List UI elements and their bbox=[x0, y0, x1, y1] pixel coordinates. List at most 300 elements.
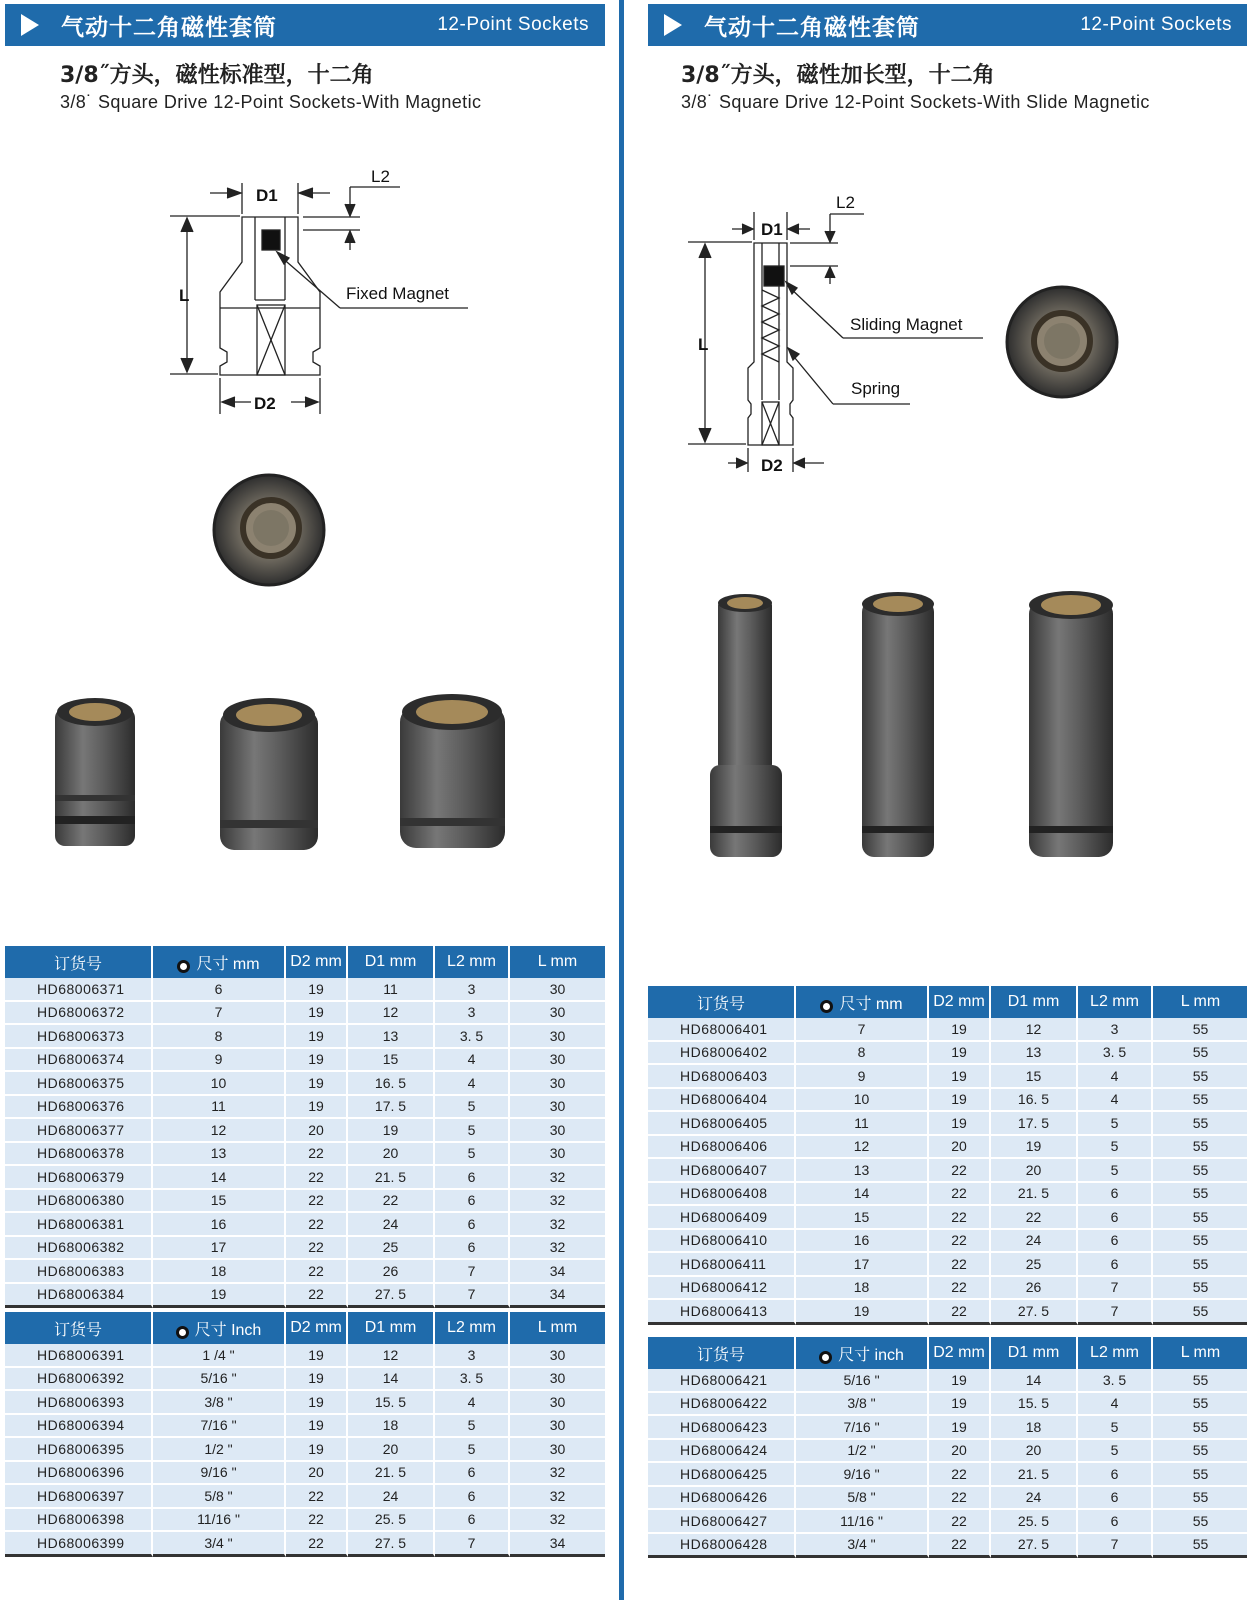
table-row bbox=[5, 1485, 605, 1509]
table-cell: 55 bbox=[1153, 1230, 1247, 1254]
table-cell: 14 bbox=[153, 1166, 286, 1190]
table-cell: 55 bbox=[1153, 1369, 1247, 1393]
table-cell: 6 bbox=[435, 1462, 510, 1486]
table-cell: 32 bbox=[510, 1237, 605, 1261]
socket-deep-large-image bbox=[1029, 591, 1113, 857]
socket-medium-image bbox=[220, 698, 318, 850]
label-sliding-magnet: Sliding Magnet bbox=[850, 315, 963, 334]
table-cell: 30 bbox=[510, 1368, 605, 1392]
table-cell: 55 bbox=[1153, 1416, 1247, 1440]
table-row bbox=[648, 1534, 1247, 1559]
table-cell: 15. 5 bbox=[348, 1391, 435, 1415]
table-cell: 19 bbox=[929, 1112, 991, 1136]
table-row bbox=[648, 1277, 1247, 1301]
table-cell: HD68006395 bbox=[5, 1438, 153, 1462]
table-cell: HD68006428 bbox=[648, 1534, 796, 1559]
right-column bbox=[648, 0, 1247, 1600]
table-cell: 22 bbox=[929, 1159, 991, 1183]
table-row bbox=[5, 1438, 605, 1462]
table-cell: 5/8 " bbox=[796, 1487, 929, 1511]
table-cell: 22 bbox=[929, 1534, 991, 1559]
col-header: D1 mm bbox=[348, 946, 435, 978]
table-row bbox=[648, 1393, 1247, 1417]
table-cell: 19 bbox=[929, 1089, 991, 1113]
label-d1: D1 bbox=[256, 186, 278, 205]
table-cell: 4 bbox=[1078, 1393, 1153, 1417]
table-cell: 30 bbox=[510, 1119, 605, 1143]
label-d1: D1 bbox=[761, 220, 783, 239]
table-cell: 6 bbox=[1078, 1183, 1153, 1207]
col-header: L mm bbox=[510, 946, 605, 978]
table-cell: 7 bbox=[435, 1260, 510, 1284]
table-cell: HD68006391 bbox=[5, 1344, 153, 1368]
table-cell: 22 bbox=[929, 1277, 991, 1301]
table-cell: HD68006399 bbox=[5, 1532, 153, 1557]
table-cell: 4 bbox=[435, 1049, 510, 1073]
table-cell: 21. 5 bbox=[991, 1463, 1078, 1487]
table-cell: 3. 5 bbox=[1078, 1369, 1153, 1393]
table-cell: 11 bbox=[348, 978, 435, 1002]
table-cell: HD68006376 bbox=[5, 1096, 153, 1120]
table-cell: 22 bbox=[929, 1183, 991, 1207]
table-cell: 12 bbox=[991, 1018, 1078, 1042]
circle-icon bbox=[177, 960, 190, 973]
table-cell: 22 bbox=[286, 1284, 348, 1309]
table-cell: 22 bbox=[348, 1190, 435, 1214]
table-cell: 5 bbox=[1078, 1440, 1153, 1464]
table-cell: 24 bbox=[991, 1487, 1078, 1511]
table-cell: 19 bbox=[348, 1119, 435, 1143]
spec-table-inch bbox=[648, 1337, 1247, 1558]
table-cell: HD68006408 bbox=[648, 1183, 796, 1207]
table-cell: 6 bbox=[435, 1213, 510, 1237]
table-cell: 22 bbox=[286, 1143, 348, 1167]
table-cell: 1/2 " bbox=[153, 1438, 286, 1462]
label-d2: D2 bbox=[254, 394, 276, 413]
table-cell: 55 bbox=[1153, 1463, 1247, 1487]
table-cell: 22 bbox=[929, 1206, 991, 1230]
table-cell: 12 bbox=[153, 1119, 286, 1143]
table-cell: 18 bbox=[991, 1416, 1078, 1440]
table-cell: 19 bbox=[991, 1136, 1078, 1160]
table-cell: HD68006406 bbox=[648, 1136, 796, 1160]
table-cell: 22 bbox=[286, 1485, 348, 1509]
column-divider bbox=[619, 0, 624, 1600]
table-cell: 18 bbox=[153, 1260, 286, 1284]
table-row bbox=[5, 1072, 605, 1096]
table-cell: 30 bbox=[510, 1025, 605, 1049]
table-row bbox=[5, 1002, 605, 1026]
table-cell: 9 bbox=[153, 1049, 286, 1073]
table-cell: 3. 5 bbox=[435, 1368, 510, 1392]
table-cell: 30 bbox=[510, 1096, 605, 1120]
table-cell: 18 bbox=[796, 1277, 929, 1301]
table-cell: HD68006397 bbox=[5, 1485, 153, 1509]
table-cell: 12 bbox=[796, 1136, 929, 1160]
table-cell: 55 bbox=[1153, 1510, 1247, 1534]
table-cell: 5 bbox=[1078, 1112, 1153, 1136]
socket-large-image bbox=[400, 694, 505, 848]
table-cell: 19 bbox=[286, 1438, 348, 1462]
table-cell: 24 bbox=[991, 1230, 1078, 1254]
circle-icon bbox=[820, 1000, 833, 1013]
table-cell: 14 bbox=[348, 1368, 435, 1392]
table-cell: 22 bbox=[286, 1260, 348, 1284]
table-cell: 19 bbox=[286, 1368, 348, 1392]
table-cell: 17. 5 bbox=[991, 1112, 1078, 1136]
table-cell: 10 bbox=[153, 1072, 286, 1096]
table-header-row bbox=[648, 1337, 1247, 1369]
table-cell: 7/16 " bbox=[153, 1415, 286, 1439]
table-cell: HD68006402 bbox=[648, 1042, 796, 1066]
col-header: L2 mm bbox=[1078, 1337, 1153, 1369]
label-fixed-magnet: Fixed Magnet bbox=[346, 284, 449, 303]
table-cell: HD68006377 bbox=[5, 1119, 153, 1143]
table-cell: 19 bbox=[286, 1096, 348, 1120]
left-column bbox=[5, 0, 605, 1600]
table-cell: 15 bbox=[348, 1049, 435, 1073]
table-header-row bbox=[5, 1312, 605, 1344]
table-cell: 34 bbox=[510, 1260, 605, 1284]
table-cell: HD68006371 bbox=[5, 978, 153, 1002]
table-cell: 55 bbox=[1153, 1277, 1247, 1301]
table-cell: HD68006423 bbox=[648, 1416, 796, 1440]
socket-product-images bbox=[710, 591, 1113, 857]
table-cell: 22 bbox=[929, 1463, 991, 1487]
table-cell: 9/16 " bbox=[153, 1462, 286, 1486]
table-cell: 30 bbox=[510, 1049, 605, 1073]
table-cell: 22 bbox=[286, 1237, 348, 1261]
table-cell: HD68006404 bbox=[648, 1089, 796, 1113]
table-row bbox=[648, 1183, 1247, 1207]
table-cell: 19 bbox=[929, 1416, 991, 1440]
table-cell: 27. 5 bbox=[348, 1532, 435, 1557]
table-cell: 20 bbox=[991, 1159, 1078, 1183]
table-cell: 20 bbox=[286, 1462, 348, 1486]
table-row bbox=[648, 1065, 1247, 1089]
table-cell: 30 bbox=[510, 1143, 605, 1167]
table-cell: 7 bbox=[1078, 1534, 1153, 1559]
table-cell: 55 bbox=[1153, 1206, 1247, 1230]
table-cell: HD68006413 bbox=[648, 1300, 796, 1325]
table-row bbox=[5, 1284, 605, 1309]
table-row bbox=[648, 1300, 1247, 1325]
product-title-en: 3/8˙ Square Drive 12-Point Sockets-With Magnetic bbox=[60, 92, 482, 112]
table-row bbox=[648, 1369, 1247, 1393]
table-row bbox=[648, 1042, 1247, 1066]
table-cell: 19 bbox=[286, 1344, 348, 1368]
table-cell: 6 bbox=[1078, 1253, 1153, 1277]
socket-diagram-standard bbox=[5, 0, 605, 900]
table-cell: HD68006383 bbox=[5, 1260, 153, 1284]
col-header: D1 mm bbox=[991, 1337, 1078, 1369]
header-title-en: 12-Point Sockets bbox=[1080, 14, 1232, 35]
socket-product-images bbox=[55, 694, 505, 850]
table-cell: HD68006393 bbox=[5, 1391, 153, 1415]
table-cell: 9/16 " bbox=[796, 1463, 929, 1487]
table-cell: 22 bbox=[286, 1532, 348, 1557]
table-cell: HD68006375 bbox=[5, 1072, 153, 1096]
col-header: L2 mm bbox=[435, 946, 510, 978]
table-cell: 3 bbox=[435, 1002, 510, 1026]
table-cell: 15 bbox=[991, 1065, 1078, 1089]
table-cell: 17. 5 bbox=[348, 1096, 435, 1120]
table-cell: HD68006421 bbox=[648, 1369, 796, 1393]
table-cell: HD68006398 bbox=[5, 1509, 153, 1533]
table-cell: 20 bbox=[929, 1440, 991, 1464]
table-cell: 32 bbox=[510, 1462, 605, 1486]
table-cell: HD68006409 bbox=[648, 1206, 796, 1230]
product-title-cn: 3/8˝方头，磁性加长型，十二角 bbox=[681, 63, 995, 88]
table-cell: HD68006380 bbox=[5, 1190, 153, 1214]
table-cell: 21. 5 bbox=[348, 1166, 435, 1190]
table-cell: 14 bbox=[796, 1183, 929, 1207]
table-cell: 6 bbox=[1078, 1463, 1153, 1487]
table-cell: 11 bbox=[153, 1096, 286, 1120]
table-cell: 25. 5 bbox=[991, 1510, 1078, 1534]
table-cell: HD68006392 bbox=[5, 1368, 153, 1392]
table-cell: 19 bbox=[286, 1072, 348, 1096]
table-cell: HD68006424 bbox=[648, 1440, 796, 1464]
table-row bbox=[5, 1344, 605, 1368]
table-row bbox=[5, 1025, 605, 1049]
table-cell: 4 bbox=[1078, 1089, 1153, 1113]
table-row bbox=[648, 1416, 1247, 1440]
table-cell: 5 bbox=[435, 1143, 510, 1167]
table-row bbox=[648, 1018, 1247, 1042]
table-cell: 19 bbox=[796, 1300, 929, 1325]
table-cell: 32 bbox=[510, 1485, 605, 1509]
table-cell: 3 bbox=[435, 1344, 510, 1368]
table-cell: 6 bbox=[1078, 1510, 1153, 1534]
table-cell: 19 bbox=[153, 1284, 286, 1309]
table-row bbox=[648, 1112, 1247, 1136]
table-cell: 30 bbox=[510, 1438, 605, 1462]
table-cell: 32 bbox=[510, 1213, 605, 1237]
table-cell: 11/16 " bbox=[796, 1510, 929, 1534]
table-cell: 6 bbox=[435, 1166, 510, 1190]
table-cell: 34 bbox=[510, 1532, 605, 1557]
table-cell: 22 bbox=[929, 1230, 991, 1254]
table-cell: 55 bbox=[1153, 1487, 1247, 1511]
table-row bbox=[5, 1260, 605, 1284]
table-header-row bbox=[648, 986, 1247, 1018]
table-cell: 22 bbox=[929, 1253, 991, 1277]
table-cell: 7 bbox=[153, 1002, 286, 1026]
label-l2: L2 bbox=[836, 193, 855, 212]
table-cell: 55 bbox=[1153, 1159, 1247, 1183]
table-cell: 11/16 " bbox=[153, 1509, 286, 1533]
table-cell: 15. 5 bbox=[991, 1393, 1078, 1417]
col-header-size: 尺寸 mm bbox=[153, 946, 286, 978]
table-cell: 1 /4 " bbox=[153, 1344, 286, 1368]
table-cell: HD68006374 bbox=[5, 1049, 153, 1073]
col-header: D1 mm bbox=[348, 1312, 435, 1344]
table-cell: 5 bbox=[1078, 1416, 1153, 1440]
table-row bbox=[648, 1159, 1247, 1183]
table-cell: 32 bbox=[510, 1509, 605, 1533]
table-row bbox=[5, 978, 605, 1002]
table-cell: 26 bbox=[348, 1260, 435, 1284]
table-cell: 14 bbox=[991, 1369, 1078, 1393]
table-cell: 11 bbox=[796, 1112, 929, 1136]
table-cell: 19 bbox=[929, 1042, 991, 1066]
col-header: L2 mm bbox=[435, 1312, 510, 1344]
table-cell: HD68006381 bbox=[5, 1213, 153, 1237]
table-cell: 5/16 " bbox=[153, 1368, 286, 1392]
table-cell: 5 bbox=[1078, 1136, 1153, 1160]
table-row bbox=[648, 1463, 1247, 1487]
table-cell: 55 bbox=[1153, 1534, 1247, 1559]
table-cell: HD68006410 bbox=[648, 1230, 796, 1254]
table-cell: 24 bbox=[348, 1485, 435, 1509]
table-cell: 5 bbox=[435, 1415, 510, 1439]
col-header: D2 mm bbox=[929, 986, 991, 1018]
table-cell: 22 bbox=[286, 1509, 348, 1533]
table-cell: 7 bbox=[435, 1532, 510, 1557]
table-cell: HD68006403 bbox=[648, 1065, 796, 1089]
table-cell: 25. 5 bbox=[348, 1509, 435, 1533]
table-cell: 55 bbox=[1153, 1136, 1247, 1160]
table-cell: 26 bbox=[991, 1277, 1078, 1301]
col-header-size: 尺寸 mm bbox=[796, 986, 929, 1018]
table-row bbox=[5, 1190, 605, 1214]
table-cell: 3. 5 bbox=[435, 1025, 510, 1049]
table-cell: 19 bbox=[929, 1065, 991, 1089]
table-cell: 4 bbox=[1078, 1065, 1153, 1089]
table-row bbox=[648, 1136, 1247, 1160]
table-cell: HD68006426 bbox=[648, 1487, 796, 1511]
table-cell: 20 bbox=[991, 1440, 1078, 1464]
table-cell: 3/8 " bbox=[796, 1393, 929, 1417]
table-cell: 5 bbox=[435, 1096, 510, 1120]
table-cell: 7 bbox=[1078, 1277, 1153, 1301]
table-cell: 20 bbox=[286, 1119, 348, 1143]
table-cell: 19 bbox=[286, 1391, 348, 1415]
table-cell: 4 bbox=[435, 1391, 510, 1415]
table-cell: 55 bbox=[1153, 1112, 1247, 1136]
table-cell: 3. 5 bbox=[1078, 1042, 1153, 1066]
table-cell: 17 bbox=[796, 1253, 929, 1277]
table-cell: HD68006425 bbox=[648, 1463, 796, 1487]
table-cell: HD68006382 bbox=[5, 1237, 153, 1261]
header-title-cn: 气动十二角磁性套筒 bbox=[704, 14, 920, 41]
table-cell: 6 bbox=[1078, 1487, 1153, 1511]
table-cell: 13 bbox=[348, 1025, 435, 1049]
socket-end-view-image bbox=[1007, 287, 1117, 397]
label-l: L bbox=[179, 286, 190, 305]
table-cell: HD68006411 bbox=[648, 1253, 796, 1277]
table-cell: 30 bbox=[510, 1072, 605, 1096]
label-l: L bbox=[698, 335, 709, 354]
table-cell: 10 bbox=[796, 1089, 929, 1113]
col-header: L2 mm bbox=[1078, 986, 1153, 1018]
table-row bbox=[648, 1230, 1247, 1254]
table-row bbox=[648, 1510, 1247, 1534]
table-cell: 34 bbox=[510, 1284, 605, 1309]
table-cell: 6 bbox=[1078, 1206, 1153, 1230]
table-row bbox=[648, 1253, 1247, 1277]
table-cell: 16 bbox=[796, 1230, 929, 1254]
table-row bbox=[5, 1096, 605, 1120]
table-cell: HD68006372 bbox=[5, 1002, 153, 1026]
table-cell: 6 bbox=[1078, 1230, 1153, 1254]
socket-small-image bbox=[55, 698, 135, 846]
table-cell: 19 bbox=[286, 1049, 348, 1073]
socket-deep-stepped-image bbox=[710, 594, 782, 857]
table-cell: 55 bbox=[1153, 1300, 1247, 1325]
table-cell: HD68006407 bbox=[648, 1159, 796, 1183]
table-cell: 3 bbox=[435, 978, 510, 1002]
table-cell: 22 bbox=[929, 1487, 991, 1511]
table-cell: 22 bbox=[286, 1213, 348, 1237]
table-cell: 27. 5 bbox=[348, 1284, 435, 1309]
table-cell: 7 bbox=[1078, 1300, 1153, 1325]
table-row bbox=[5, 1368, 605, 1392]
table-cell: 9 bbox=[796, 1065, 929, 1089]
table-row bbox=[5, 1462, 605, 1486]
table-cell: 4 bbox=[435, 1072, 510, 1096]
technical-drawing bbox=[688, 212, 983, 472]
table-cell: 5/16 " bbox=[796, 1369, 929, 1393]
table-row bbox=[648, 1089, 1247, 1113]
table-cell: 55 bbox=[1153, 1393, 1247, 1417]
table-cell: 1/2 " bbox=[796, 1440, 929, 1464]
spec-table-metric bbox=[648, 986, 1247, 1325]
table-cell: 20 bbox=[348, 1143, 435, 1167]
spec-table-metric bbox=[5, 946, 605, 1308]
table-cell: 55 bbox=[1153, 1065, 1247, 1089]
col-header: L mm bbox=[1153, 1337, 1247, 1369]
table-cell: 13 bbox=[796, 1159, 929, 1183]
table-cell: 15 bbox=[796, 1206, 929, 1230]
table-cell: HD68006379 bbox=[5, 1166, 153, 1190]
socket-end-view-image bbox=[214, 475, 324, 585]
col-header: 订货号 bbox=[5, 946, 153, 978]
table-cell: 30 bbox=[510, 1002, 605, 1026]
table-row bbox=[5, 1166, 605, 1190]
label-l2: L2 bbox=[371, 167, 390, 186]
table-cell: 7 bbox=[796, 1018, 929, 1042]
table-cell: 19 bbox=[286, 978, 348, 1002]
table-cell: 19 bbox=[929, 1018, 991, 1042]
table-cell: 24 bbox=[348, 1213, 435, 1237]
table-cell: 16 bbox=[153, 1213, 286, 1237]
table-cell: 19 bbox=[286, 1002, 348, 1026]
spec-table-inch bbox=[5, 1312, 605, 1557]
col-header-size: 尺寸 inch bbox=[796, 1337, 929, 1369]
table-cell: HD68006394 bbox=[5, 1415, 153, 1439]
table-cell: 7/16 " bbox=[796, 1416, 929, 1440]
table-cell: 22 bbox=[991, 1206, 1078, 1230]
col-header: L mm bbox=[1153, 986, 1247, 1018]
table-cell: HD68006427 bbox=[648, 1510, 796, 1534]
table-cell: 8 bbox=[796, 1042, 929, 1066]
table-cell: HD68006401 bbox=[648, 1018, 796, 1042]
table-cell: 55 bbox=[1153, 1440, 1247, 1464]
table-cell: 19 bbox=[929, 1369, 991, 1393]
table-cell: 55 bbox=[1153, 1018, 1247, 1042]
label-spring: Spring bbox=[851, 379, 901, 398]
table-row bbox=[5, 1049, 605, 1073]
table-cell: 6 bbox=[435, 1485, 510, 1509]
table-cell: 13 bbox=[991, 1042, 1078, 1066]
table-cell: 32 bbox=[510, 1166, 605, 1190]
table-cell: HD68006378 bbox=[5, 1143, 153, 1167]
table-row bbox=[5, 1415, 605, 1439]
col-header: D2 mm bbox=[286, 1312, 348, 1344]
circle-icon bbox=[819, 1351, 832, 1364]
